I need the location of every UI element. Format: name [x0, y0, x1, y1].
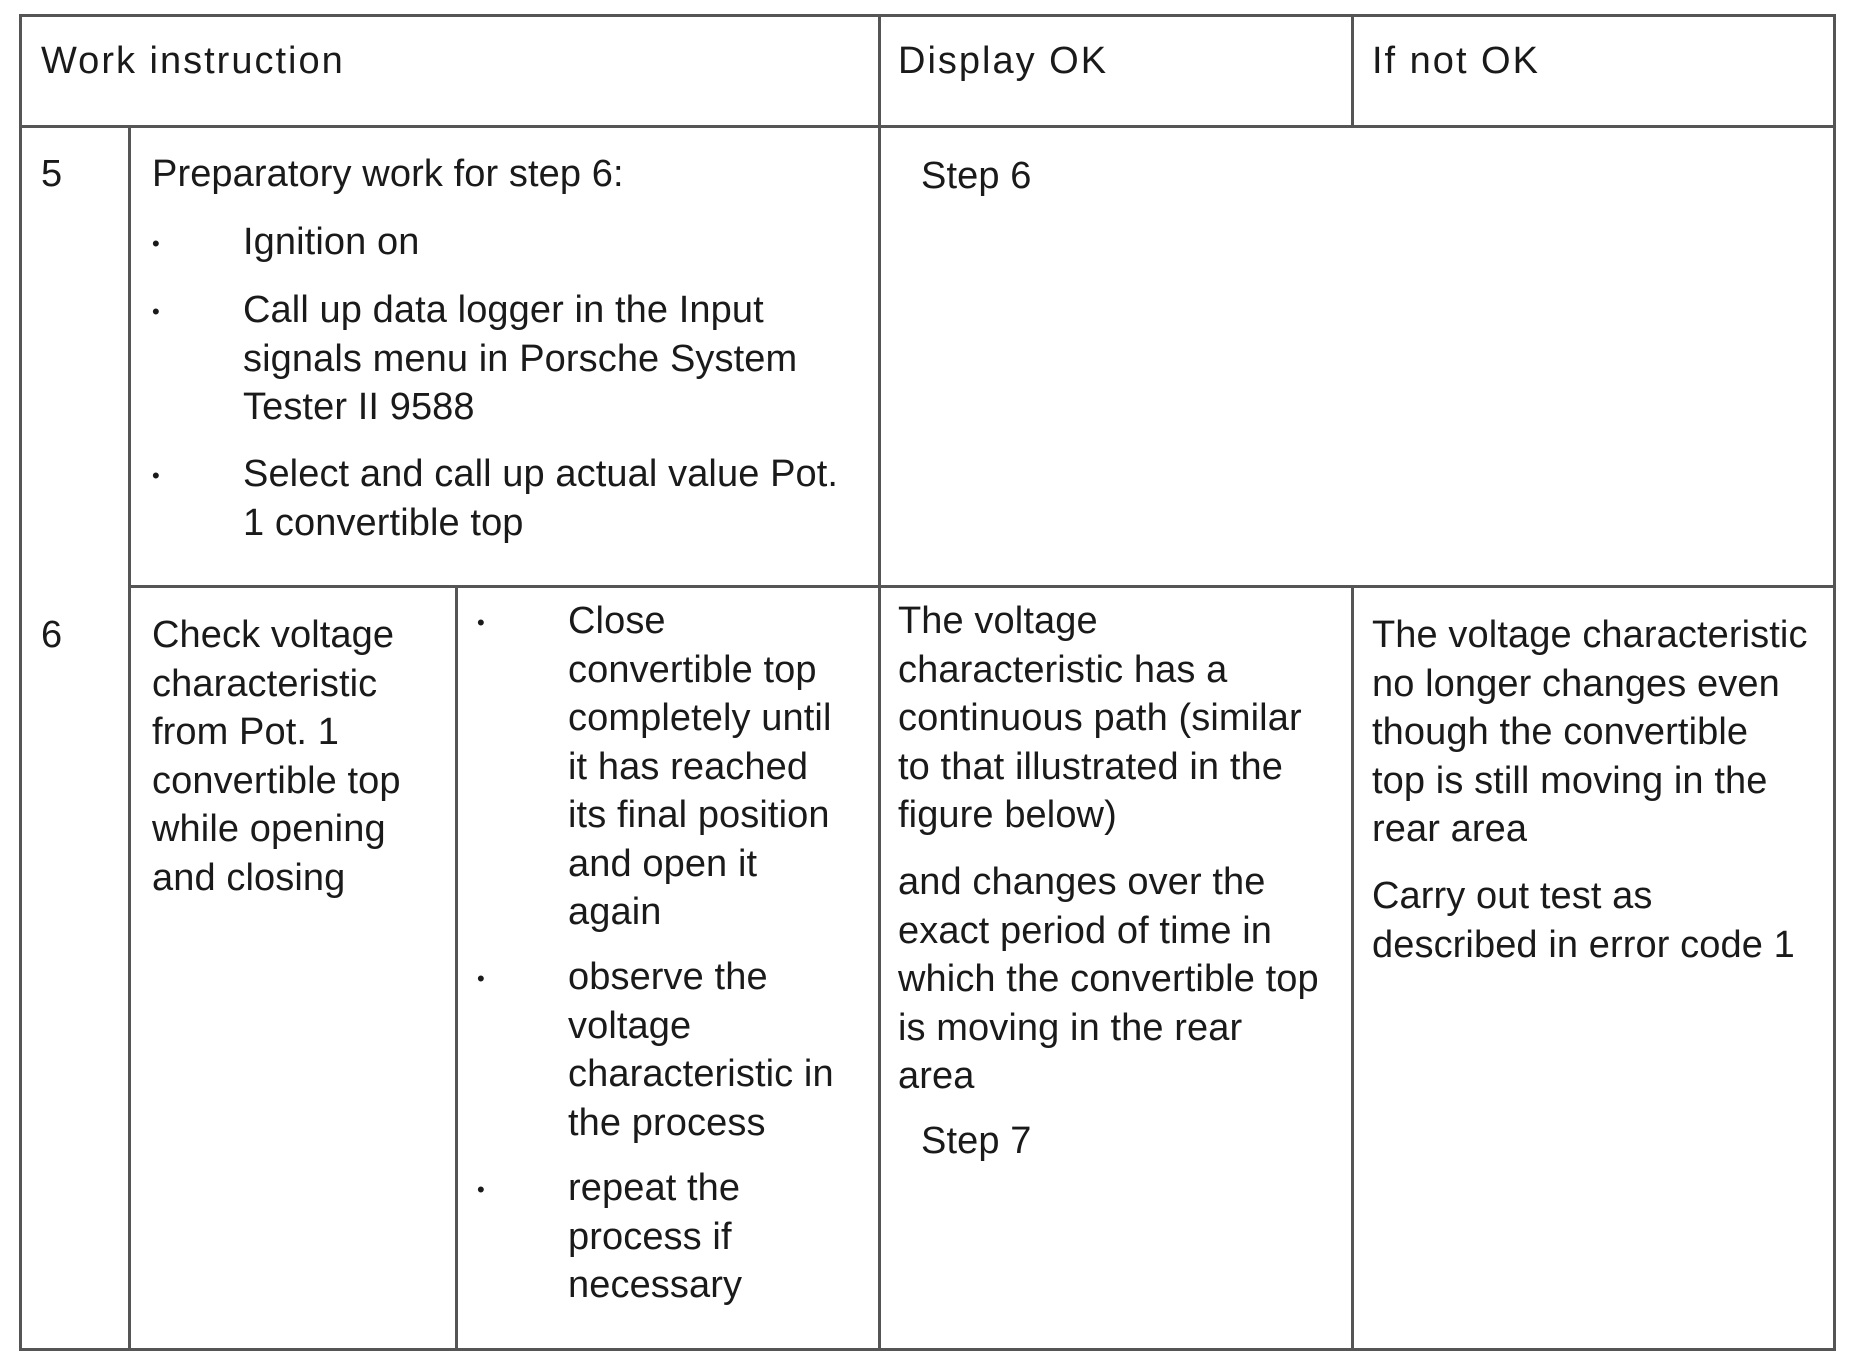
if-not-ok-column-divider-row6 [1351, 585, 1354, 1351]
bullet-text: characteristic in [568, 1053, 834, 1095]
step-number: 6 [41, 614, 63, 656]
next-step-link: Step 7 [921, 1120, 1032, 1162]
bullet-text: necessary [568, 1264, 743, 1306]
header-display-ok: Display OK [898, 40, 1109, 82]
bullet-text: Call up data logger in the Input [243, 289, 764, 331]
display-ok-text: The voltage [898, 600, 1098, 642]
bullet-icon: • [477, 966, 485, 991]
if-not-ok-text: described in error code 1 [1372, 923, 1795, 966]
bullet-text: voltage [568, 1004, 692, 1047]
row-divider [128, 585, 1836, 588]
instruction-title: Preparatory work for step 6: [152, 153, 624, 195]
table-border-left [19, 14, 22, 1351]
bullet-text: its final position [568, 794, 830, 836]
bullet-text: process if [568, 1215, 732, 1258]
display-ok-text: area [898, 1055, 975, 1097]
bullet-icon: • [477, 1177, 485, 1202]
bullet-text: convertible top [568, 648, 817, 691]
substep-column-divider [455, 585, 458, 1351]
bullet-text: Select and call up actual value Pot. [243, 453, 839, 495]
bullet-icon: • [152, 231, 160, 256]
instruction-title: convertible top [152, 759, 401, 802]
table-border-top [19, 14, 1836, 17]
bullet-text: signals menu in Porsche System [243, 337, 798, 380]
if-not-ok-text: no longer changes even [1372, 662, 1780, 705]
bullet-icon: • [477, 610, 485, 635]
instruction-title: and closing [152, 856, 346, 899]
display-ok-text: figure below) [898, 794, 1117, 836]
bullet-text: again [568, 891, 662, 933]
if-not-ok-text: top is still moving in the [1372, 759, 1768, 802]
step-number: 5 [41, 153, 63, 195]
if-not-ok-column-divider-header [1351, 14, 1354, 127]
display-ok-text: which the convertible top [898, 958, 1319, 1000]
instruction-title: characteristic [152, 662, 378, 705]
display-ok-text: continuous path (similar [898, 697, 1302, 739]
display-ok-text: exact period of time in [898, 909, 1273, 952]
instruction-title: Check voltage [152, 614, 395, 656]
step-column-divider [128, 125, 131, 1351]
table-border-bottom [19, 1348, 1836, 1351]
if-not-ok-text: Carry out test as [1372, 875, 1653, 917]
bullet-text: the process [568, 1101, 766, 1144]
bullet-icon: • [152, 463, 160, 488]
display-ok-column-divider [878, 14, 881, 1351]
display-ok-text: Step 6 [921, 155, 1032, 197]
header-if-not-ok: If not OK [1372, 40, 1540, 82]
bullet-text: Ignition on [243, 221, 420, 263]
bullet-icon: • [152, 299, 160, 324]
display-ok-text: is moving in the rear [898, 1006, 1243, 1049]
display-ok-text: characteristic has a [898, 648, 1228, 691]
display-ok-text: to that illustrated in the [898, 745, 1283, 788]
bullet-text: repeat the [568, 1167, 741, 1209]
header-divider [19, 125, 1836, 128]
if-not-ok-text: rear area [1372, 808, 1528, 850]
bullet-text: 1 convertible top [243, 501, 524, 544]
bullet-text: observe the [568, 956, 768, 998]
instruction-title: while opening [152, 808, 386, 850]
if-not-ok-text: though the convertible [1372, 711, 1749, 753]
bullet-text: Close [568, 600, 666, 642]
display-ok-text: and changes over the [898, 861, 1266, 903]
bullet-text: completely until [568, 697, 832, 739]
if-not-ok-text: The voltage characteristic [1372, 614, 1808, 656]
table-border-right [1833, 14, 1836, 1351]
bullet-text: Tester II 9588 [243, 386, 475, 428]
instruction-title: from Pot. 1 [152, 711, 339, 753]
bullet-text: and open it [568, 842, 758, 885]
bullet-text: it has reached [568, 745, 809, 788]
header-work-instruction: Work instruction [41, 40, 345, 82]
